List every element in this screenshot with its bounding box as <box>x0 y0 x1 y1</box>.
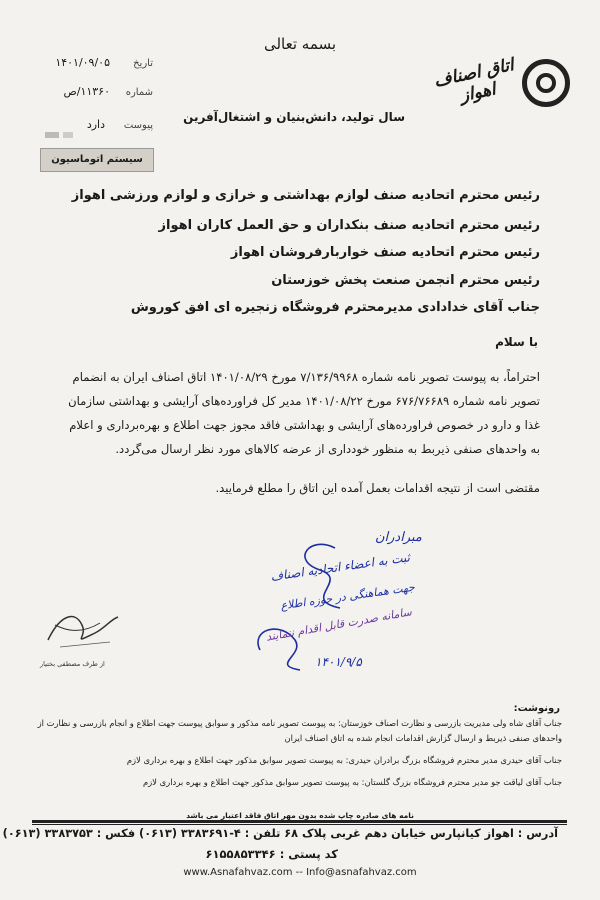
recipient-line: رئیس محترم اتحادیه صنف لوازم بهداشتی و خرازی و لوازم ورزشی اهواز <box>71 188 540 203</box>
signature-caption: از طرف مصطفی بختیار <box>40 660 105 668</box>
body-line: به واحدهای صنفی ذیربط به منظور خودداری از عرضه کالاهای مورد نظر ارسال می‌گردد. <box>115 442 540 456</box>
footer-web-email[interactable]: www.Asnafahvaz.com -- Info@asnafahvaz.com <box>183 867 417 878</box>
number-value: ۱۱۳۶۰/ص <box>63 85 110 98</box>
cc-line: جناب آقای شاه ولی مدیریت بازرسی و نظارت اصناف خوزستان: به پیوست تصویر نامه مذکور و سوابق پیوست جهت اطلاع و انجام بازرسی و نظارت از <box>37 718 562 728</box>
bismillah-heading: بسمه تعالی <box>263 35 337 53</box>
handwriting-line: ثبت به اعضاء اتحادیه اصناف <box>269 550 411 584</box>
greeting: با سلام <box>495 335 538 349</box>
handwriting-line: سامانه صدرت قابل اقدام ننمایند <box>264 605 413 644</box>
footer-divider-thin <box>32 824 567 825</box>
body-line: تصویر نامه شماره ۶۷۶/۷۶۶۸۹ مورخ ۱۴۰۱/۰۸/۲۲ مدیر کل فراورده‌های آرایشی و بهداشتی سازمان <box>68 394 540 408</box>
handwritten-annotation <box>240 530 470 700</box>
recipient-line: جناب آقای خدادادی مدیرمحترم فروشگاه زنجیره ای افق کوروش <box>130 300 540 315</box>
body-line: مقتضی است از نتیجه اقدامات بعمل آمده این اتاق را مطلع فرمایید. <box>215 481 540 495</box>
validity-note: نامه های صادره چاپ شده بدون مهر اتاق فاقد اعتبار می باشد <box>186 811 414 820</box>
cc-line: واحدهای صنفی ذیربط و ارسال گزارش اقدامات انجام شده به اتاق اصناف ایران <box>284 733 562 743</box>
attachment-label: پیوست <box>123 120 153 131</box>
cc-line: جناب آقای لیاقت جو مدیر محترم فروشگاه بزرگ گلستان: به پیوست تصویر سوابق مذکور جهت اطلاع و بهره برداری لازم <box>142 777 562 787</box>
faint-stamp-mark <box>45 130 125 140</box>
logo-emblem-icon <box>522 59 570 107</box>
automation-system-stamp: سیستم اتوماسیون <box>40 148 154 172</box>
logo-text: اتاق اصناف اهواز <box>432 55 516 107</box>
recipient-line: رئیس محترم اتحادیه صنف خواربارفروشان اهواز <box>230 245 540 260</box>
year-slogan: سال تولید، دانش‌بنیان و اشتغال‌آفرین <box>183 110 405 124</box>
date-label: تاریخ <box>133 58 153 69</box>
body-line: غذا و دارو در خصوص فراورده‌های آرایشی و بهداشتی فاقد مجوز جهت اطلاع و بهره‌برداری و اعلام <box>69 418 540 432</box>
cc-line: جناب آقای حیدری مدیر محترم فروشگاه بزرگ برادران حیدری: به پیوست تصویر سوابق مذکور جهت اطلاع و بهره برداری لازم <box>126 755 562 765</box>
signature <box>40 595 125 660</box>
cc-heading: رونوشت: <box>513 703 560 714</box>
recipient-line: رئیس محترم انجمن صنعت پخش خوزستان <box>271 273 540 288</box>
recipient-line: رئیس محترم اتحادیه صنف بنکداران و حق العمل کاران اهواز <box>158 218 540 233</box>
footer-postal-code: کد پستی : ۶۱۵۵۸۵۳۳۴۶ <box>205 847 338 861</box>
organization-logo <box>430 55 570 135</box>
date-value: ۱۴۰۱/۰۹/۰۵ <box>55 56 110 69</box>
number-label: شماره <box>125 87 153 98</box>
handwriting-date: ۱۴۰۱/۹/۵ <box>315 655 362 669</box>
footer-divider <box>32 820 567 823</box>
body-line: احتراماً، به پیوست تصویر نامه شماره ۷/۱۳۶/۹۹۶۸ مورخ ۱۴۰۱/۰۸/۲۹ اتاق اصناف ایران به انضمام <box>72 370 540 384</box>
footer-address: آدرس : اهواز کیانپارس خیابان دهم غربی پلاک ۶۸ تلفن : ۴-۳۳۸۳۶۹۱ (۰۶۱۳) فکس : ۳۳۸۳۷۵۳ (۰۶۱۳) <box>2 827 558 840</box>
attachment-value: دارد <box>86 118 105 131</box>
handwriting-line: مبرادران <box>375 530 422 545</box>
handwriting-line: جهت هماهنگی در حوزه اطلاع <box>279 580 416 613</box>
